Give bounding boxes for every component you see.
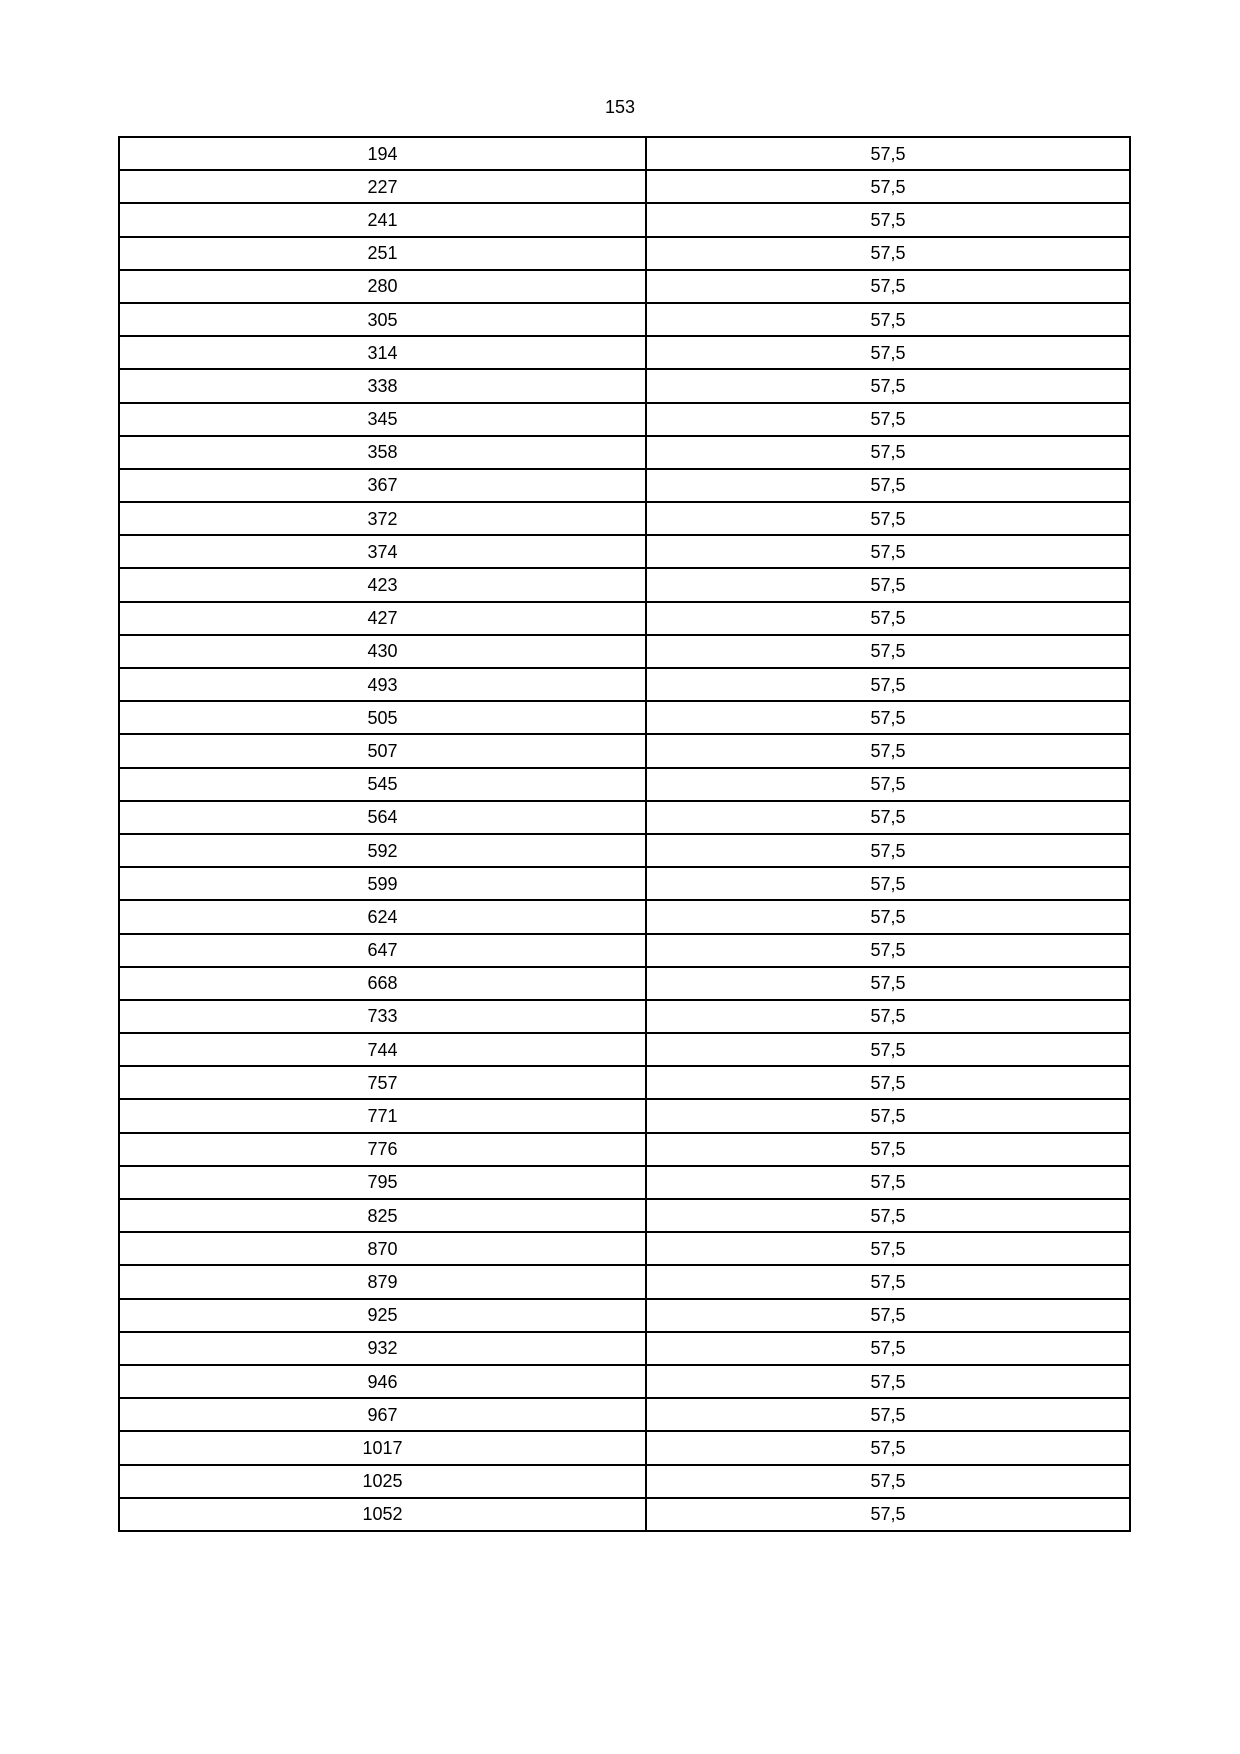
row-id-cell: 592: [119, 834, 646, 867]
row-value-cell: 57,5: [646, 237, 1130, 270]
row-id-cell: 771: [119, 1099, 646, 1132]
row-value-cell: 57,5: [646, 436, 1130, 469]
row-value-cell: 57,5: [646, 1398, 1130, 1431]
row-id-cell: 280: [119, 270, 646, 303]
row-value-cell: 57,5: [646, 602, 1130, 635]
table-row: [119, 1133, 1130, 1166]
table-row: [119, 1465, 1130, 1498]
table-row: [119, 369, 1130, 402]
row-value-cell: 57,5: [646, 336, 1130, 369]
table-row: [119, 867, 1130, 900]
row-id-cell: 879: [119, 1265, 646, 1298]
row-id-cell: 374: [119, 535, 646, 568]
row-value-cell: 57,5: [646, 137, 1130, 170]
row-value-cell: 57,5: [646, 1199, 1130, 1232]
row-value-cell: 57,5: [646, 934, 1130, 967]
table-row: [119, 403, 1130, 436]
row-id-cell: 251: [119, 237, 646, 270]
row-id-cell: 194: [119, 137, 646, 170]
row-value-cell: 57,5: [646, 469, 1130, 502]
row-id-cell: 647: [119, 934, 646, 967]
table-row: [119, 768, 1130, 801]
row-value-cell: 57,5: [646, 203, 1130, 236]
row-value-cell: 57,5: [646, 1000, 1130, 1033]
row-value-cell: 57,5: [646, 1332, 1130, 1365]
row-id-cell: 825: [119, 1199, 646, 1232]
row-value-cell: 57,5: [646, 403, 1130, 436]
table-row: [119, 1199, 1130, 1232]
table-row: [119, 1299, 1130, 1332]
table-row: [119, 1498, 1130, 1531]
row-id-cell: 430: [119, 635, 646, 668]
table-row: [119, 1166, 1130, 1199]
table-row: [119, 237, 1130, 270]
row-id-cell: 227: [119, 170, 646, 203]
row-id-cell: 314: [119, 336, 646, 369]
table-row: [119, 701, 1130, 734]
row-id-cell: 776: [119, 1133, 646, 1166]
row-value-cell: 57,5: [646, 1265, 1130, 1298]
row-id-cell: 1017: [119, 1431, 646, 1464]
row-value-cell: 57,5: [646, 668, 1130, 701]
row-id-cell: 733: [119, 1000, 646, 1033]
row-id-cell: 345: [119, 403, 646, 436]
row-id-cell: 967: [119, 1398, 646, 1431]
row-id-cell: 932: [119, 1332, 646, 1365]
row-value-cell: 57,5: [646, 502, 1130, 535]
row-value-cell: 57,5: [646, 1133, 1130, 1166]
row-value-cell: 57,5: [646, 701, 1130, 734]
table-row: [119, 137, 1130, 170]
table-row: [119, 1365, 1130, 1398]
table-row: [119, 1232, 1130, 1265]
row-id-cell: 744: [119, 1033, 646, 1066]
table-row: [119, 436, 1130, 469]
row-value-cell: 57,5: [646, 1166, 1130, 1199]
row-id-cell: 367: [119, 469, 646, 502]
row-id-cell: 372: [119, 502, 646, 535]
row-id-cell: 358: [119, 436, 646, 469]
row-value-cell: 57,5: [646, 1498, 1130, 1531]
row-value-cell: 57,5: [646, 170, 1130, 203]
row-id-cell: 946: [119, 1365, 646, 1398]
table-row: [119, 967, 1130, 1000]
row-value-cell: 57,5: [646, 734, 1130, 767]
table-row: [119, 1332, 1130, 1365]
row-id-cell: 505: [119, 701, 646, 734]
table-row: [119, 1431, 1130, 1464]
table-body: [119, 137, 1130, 1531]
row-id-cell: 423: [119, 568, 646, 601]
row-id-cell: 507: [119, 734, 646, 767]
row-value-cell: 57,5: [646, 1033, 1130, 1066]
row-id-cell: 599: [119, 867, 646, 900]
row-id-cell: 925: [119, 1299, 646, 1332]
row-id-cell: 493: [119, 668, 646, 701]
table-row: [119, 1033, 1130, 1066]
row-value-cell: 57,5: [646, 867, 1130, 900]
row-value-cell: 57,5: [646, 1099, 1130, 1132]
table-row: [119, 834, 1130, 867]
row-id-cell: 564: [119, 801, 646, 834]
row-value-cell: 57,5: [646, 1465, 1130, 1498]
table-row: [119, 1099, 1130, 1132]
table-row: [119, 801, 1130, 834]
table-row: [119, 900, 1130, 933]
table-row: [119, 1066, 1130, 1099]
row-value-cell: 57,5: [646, 834, 1130, 867]
row-id-cell: 668: [119, 967, 646, 1000]
row-id-cell: 870: [119, 1232, 646, 1265]
row-value-cell: 57,5: [646, 303, 1130, 336]
row-value-cell: 57,5: [646, 1431, 1130, 1464]
row-value-cell: 57,5: [646, 1299, 1130, 1332]
row-value-cell: 57,5: [646, 1232, 1130, 1265]
table-row: [119, 668, 1130, 701]
row-id-cell: 1025: [119, 1465, 646, 1498]
row-value-cell: 57,5: [646, 1066, 1130, 1099]
table-row: [119, 1265, 1130, 1298]
row-id-cell: 795: [119, 1166, 646, 1199]
table-row: [119, 303, 1130, 336]
page-number: 153: [604, 97, 636, 117]
row-value-cell: 57,5: [646, 900, 1130, 933]
row-value-cell: 57,5: [646, 801, 1130, 834]
row-value-cell: 57,5: [646, 369, 1130, 402]
table-row: [119, 568, 1130, 601]
row-id-cell: 1052: [119, 1498, 646, 1531]
table-row: [119, 734, 1130, 767]
table-row: [119, 535, 1130, 568]
row-value-cell: 57,5: [646, 270, 1130, 303]
table-row: [119, 934, 1130, 967]
row-value-cell: 57,5: [646, 535, 1130, 568]
row-id-cell: 427: [119, 602, 646, 635]
data-table: [118, 136, 1131, 1532]
table-row: [119, 170, 1130, 203]
row-id-cell: 241: [119, 203, 646, 236]
row-id-cell: 338: [119, 369, 646, 402]
table-row: [119, 1398, 1130, 1431]
table-row: [119, 270, 1130, 303]
row-value-cell: 57,5: [646, 635, 1130, 668]
table-row: [119, 635, 1130, 668]
row-value-cell: 57,5: [646, 967, 1130, 1000]
row-value-cell: 57,5: [646, 568, 1130, 601]
row-id-cell: 757: [119, 1066, 646, 1099]
row-value-cell: 57,5: [646, 1365, 1130, 1398]
row-value-cell: 57,5: [646, 768, 1130, 801]
table-row: [119, 502, 1130, 535]
table-row: [119, 602, 1130, 635]
table-row: [119, 469, 1130, 502]
row-id-cell: 624: [119, 900, 646, 933]
row-id-cell: 305: [119, 303, 646, 336]
table-row: [119, 1000, 1130, 1033]
table-row: [119, 203, 1130, 236]
table-row: [119, 336, 1130, 369]
row-id-cell: 545: [119, 768, 646, 801]
